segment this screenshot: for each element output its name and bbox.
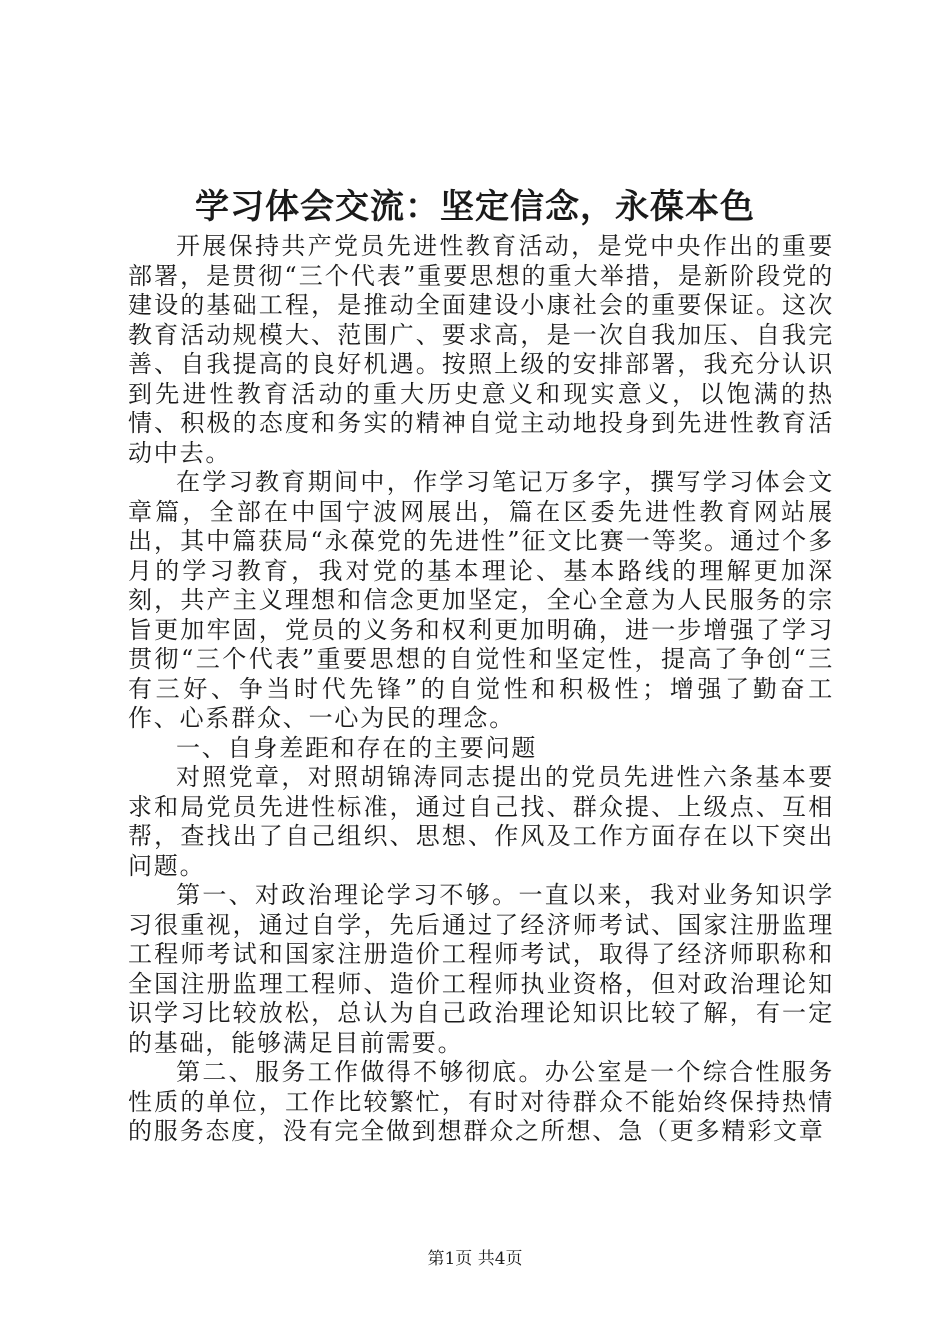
section-heading-problems: 一、自身差距和存在的主要问题 [176, 733, 538, 762]
document-body [128, 232, 834, 1147]
page-number-footer: 第1页 共4页 [427, 1249, 523, 1269]
paragraph-study-results: 在学习教育期间中，作学习笔记万多字，撰写学习体会文章篇，全部在中国宁波网展出，篇在区委先进性教育网站展出，其中篇获局“永葆党的先进性”征文比赛一等奖。通过个多月的学习教育，我对党的基本理论、基本路线的理解更加深刻，共产主义理想和信念更加坚定，全心全意为人民服务的宗旨更加牢固，党员的义务和权利更加明确，进一步增强了学习贯彻“三个代表”重要思想的自觉性和坚定性，提高了争创“三有三好、争当时代先锋”的自觉性和积极性；增强了勤奋工作、心系群众、一心为民的理念。 [128, 468, 834, 732]
paragraph-problem-two: 第二、服务工作做得不够彻底。办公室是一个综合性服务性质的单位，工作比较繁忙，有时对待群众不能始终保持热情的服务态度，没有完全做到想群众之所想、急（更多精彩文章 [128, 1058, 834, 1145]
document-title: 学习体会交流：坚定信念，永葆本色 [195, 187, 755, 227]
paragraph-self-check: 对照党章，对照胡锦涛同志提出的党员先进性六条基本要求和局党员先进性标准，通过自己找、群众提、上级点、互相帮，查找出了自己组织、思想、作风及工作方面存在以下突出问题。 [128, 763, 834, 880]
paragraph-problem-one: 第一、对政治理论学习不够。一直以来，我对业务知识学习很重视，通过自学，先后通过了经济师考试、国家注册监理工程师考试和国家注册造价工程师考试，取得了经济师职称和全国注册监理工程师、造价工程师执业资格，但对政治理论知识学习比较放松，总认为自己政治理论知识比较了解，有一定的基础，能够满足目前需要。 [128, 881, 834, 1057]
paragraph-intro: 开展保持共产党员先进性教育活动，是党中央作出的重要部署，是贯彻“三个代表”重要思想的重大举措，是新阶段党的建设的基础工程，是推动全面建设小康社会的重要保证。这次教育活动规模大、范围广、要求高，是一次自我加压、自我完善、自我提高的良好机遇。按照上级的安排部署，我充分认识到先进性教育活动的重大历史意义和现实意义，以饱满的热情、积极的态度和务实的精神自觉主动地投身到先进性教育活动中去。 [128, 232, 834, 467]
